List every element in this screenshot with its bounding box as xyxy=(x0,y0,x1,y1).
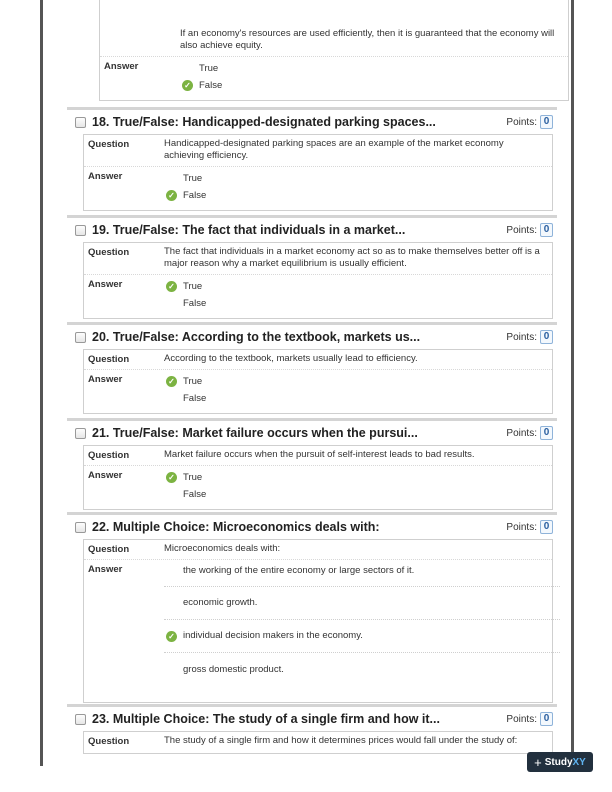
brand-text: Study xyxy=(544,756,573,768)
question-block-21 xyxy=(67,418,557,510)
answer-options xyxy=(180,57,568,98)
question-text: Microeconomics deals with: xyxy=(164,543,281,554)
points: Points: 0 xyxy=(506,330,553,344)
question-title: 22. Multiple Choice: Microeconomics deals with: xyxy=(92,520,380,534)
correct-check-icon: ✓ xyxy=(182,80,193,91)
question-title: 20. True/False: According to the textbook, markets us... xyxy=(92,330,421,344)
correct-check-icon: ✓ xyxy=(166,281,177,292)
answer-label: Answer xyxy=(88,564,123,575)
question-text: Market failure occurs when the pursuit of self-interest leads to bad results. xyxy=(164,449,475,460)
answer-option: ✓ individual decision makers in the economy. xyxy=(164,620,560,653)
question-header xyxy=(67,421,557,445)
points-value: 0 xyxy=(540,712,553,726)
question-body xyxy=(83,134,553,211)
question-checkbox[interactable] xyxy=(75,117,86,128)
question-header xyxy=(67,515,557,539)
question-checkbox[interactable] xyxy=(75,225,86,236)
question-header xyxy=(67,218,557,242)
question-body xyxy=(83,731,553,754)
question-checkbox[interactable] xyxy=(75,428,86,439)
question-block-19 xyxy=(67,215,557,319)
question-label: Question xyxy=(88,139,130,150)
correct-check-icon: ✓ xyxy=(166,190,177,201)
question-label: Question xyxy=(88,736,130,747)
correct-check-icon: ✓ xyxy=(166,631,177,642)
answer-options xyxy=(164,167,552,208)
answer-option: economic growth. xyxy=(164,587,560,620)
question-checkbox[interactable] xyxy=(75,714,86,725)
plus-icon: + xyxy=(534,754,542,770)
points-value: 0 xyxy=(540,426,553,440)
answer-options xyxy=(164,466,552,507)
document-frame xyxy=(40,0,574,766)
question-label: Question xyxy=(88,354,130,365)
answer-option: ✓ False xyxy=(164,187,546,204)
question-block-23 xyxy=(67,704,557,754)
answer-options xyxy=(164,560,552,690)
answer-options xyxy=(164,370,552,411)
question-header xyxy=(67,110,557,134)
points: Points: 0 xyxy=(506,520,553,534)
answer-row xyxy=(100,57,568,98)
question-text: According to the textbook, markets usually lead to efficiency. xyxy=(164,353,418,364)
question-body xyxy=(83,349,553,414)
question-label: Question xyxy=(88,450,130,461)
points-value: 0 xyxy=(540,115,553,129)
question-label: Question xyxy=(88,544,130,555)
question-title: 19. True/False: The fact that individuals in a market... xyxy=(92,223,406,237)
question-block-18 xyxy=(67,107,557,211)
question-block-22 xyxy=(67,512,557,703)
correct-check-icon: ✓ xyxy=(166,376,177,387)
answer-option: ✓ True xyxy=(164,469,546,486)
question-row xyxy=(100,0,568,57)
question-body xyxy=(83,539,553,703)
brand-suffix: XY xyxy=(572,756,586,768)
answer-option: ✓ True xyxy=(164,278,546,295)
answer-option: gross domestic product. xyxy=(183,663,284,675)
correct-check-icon: ✓ xyxy=(166,472,177,483)
question-checkbox[interactable] xyxy=(75,522,86,533)
question-header xyxy=(67,707,557,731)
answer-label: Answer xyxy=(88,171,123,182)
question-text: If an economy's resources are used efficiently, then it is guaranteed that the economy will also achieve equity. xyxy=(180,28,555,51)
question-body xyxy=(83,445,553,510)
points: Points: 0 xyxy=(506,115,553,129)
question-title: 18. True/False: Handicapped-designated parking spaces... xyxy=(92,115,436,129)
question-text: The study of a single firm and how it determines prices would fall under the study of: xyxy=(164,735,518,746)
answer-option: True xyxy=(199,62,219,74)
studyxy-watermark xyxy=(527,752,593,772)
points: Points: 0 xyxy=(506,223,553,237)
question-17-fragment xyxy=(99,0,569,101)
answer-options xyxy=(164,275,552,316)
answer-option: ✓ True xyxy=(164,373,546,390)
question-body xyxy=(83,242,553,319)
points-value: 0 xyxy=(540,330,553,344)
question-header xyxy=(67,325,557,349)
answer-option: True xyxy=(183,172,203,184)
answer-label: Answer xyxy=(104,61,139,72)
question-title: 21. True/False: Market failure occurs when the pursui... xyxy=(92,426,418,440)
answer-option: False xyxy=(183,297,207,309)
points-value: 0 xyxy=(540,223,553,237)
answer-option: ✓ False xyxy=(180,77,562,94)
points: Points: 0 xyxy=(506,426,553,440)
question-label: Question xyxy=(88,247,130,258)
question-checkbox[interactable] xyxy=(75,332,86,343)
answer-label: Answer xyxy=(88,279,123,290)
answer-option: False xyxy=(183,392,207,404)
question-text: Handicapped-designated parking spaces are an example of the market economy achieving efficiency. xyxy=(164,138,504,161)
question-text: The fact that individuals in a market economy act so as to make themselves better off is a major reason why a market equilibrium is usually efficient. xyxy=(164,246,540,269)
answer-option: the working of the entire economy or large sectors of it. xyxy=(164,560,560,587)
question-title: 23. Multiple Choice: The study of a single firm and how it... xyxy=(92,712,440,726)
answer-option: False xyxy=(183,488,207,500)
points: Points: 0 xyxy=(506,712,553,726)
answer-label: Answer xyxy=(88,374,123,385)
question-block-20 xyxy=(67,322,557,414)
points-value: 0 xyxy=(540,520,553,534)
question-label xyxy=(100,0,180,56)
answer-label: Answer xyxy=(88,470,123,481)
